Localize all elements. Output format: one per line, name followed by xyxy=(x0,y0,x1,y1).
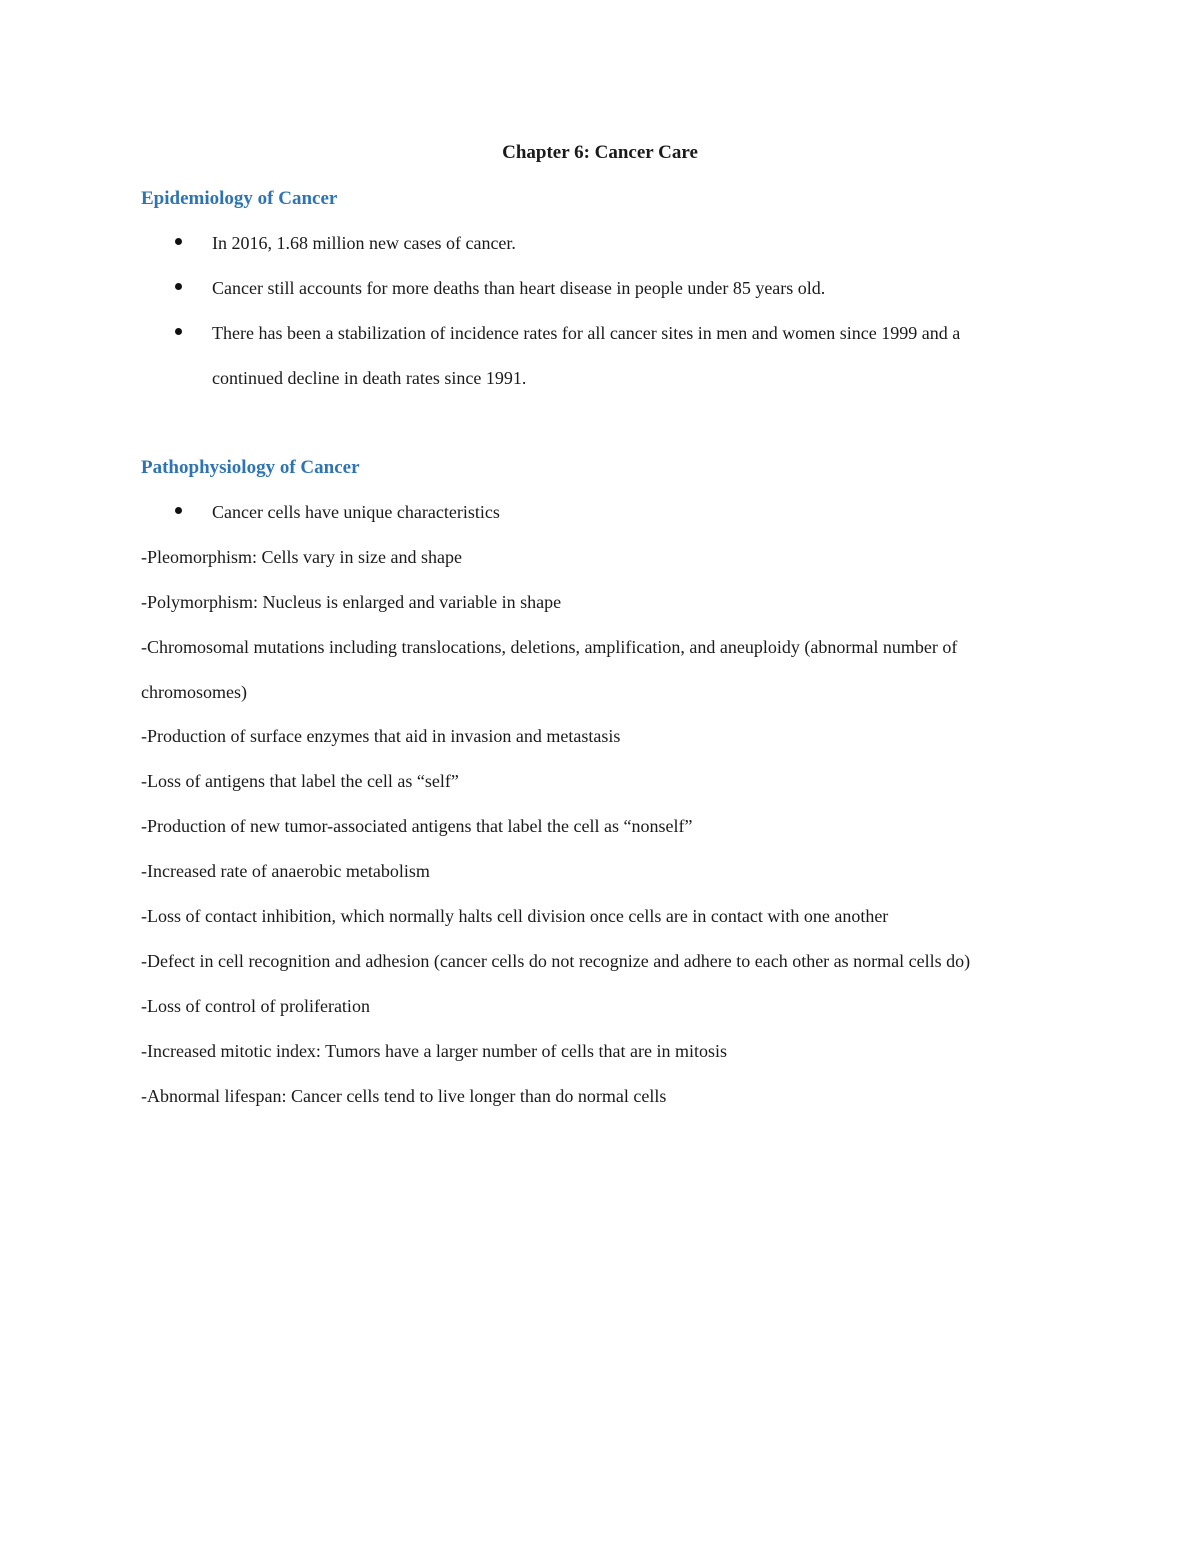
page-title: Chapter 6: Cancer Care xyxy=(502,142,698,163)
dash-item: -Defect in cell recognition and adhesion (cancer cells do not recognize and adhere to each other as normal cells do) xyxy=(141,951,971,971)
bullet-item: Cancer still accounts for more deaths than heart disease in people under 85 years old. xyxy=(212,278,826,298)
bullet-item: There has been a stabilization of incidence rates for all cancer sites in men and women since 1999 and a xyxy=(212,323,961,343)
dash-item: -Pleomorphism: Cells vary in size and shape xyxy=(141,547,462,567)
dash-item: -Production of surface enzymes that aid in invasion and metastasis xyxy=(141,726,621,746)
dash-item-continuation: chromosomes) xyxy=(141,682,247,702)
bullet-item: Cancer cells have unique characteristics xyxy=(212,502,500,522)
dash-item: -Loss of antigens that label the cell as “self” xyxy=(141,771,459,791)
dash-item: -Abnormal lifespan: Cancer cells tend to live longer than do normal cells xyxy=(141,1086,667,1106)
dash-item: -Loss of contact inhibition, which normally halts cell division once cells are in contact with one another xyxy=(141,906,889,926)
dash-item: -Polymorphism: Nucleus is enlarged and variable in shape xyxy=(141,592,562,612)
bullet-icon xyxy=(175,283,185,293)
dash-item: -Production of new tumor-associated antigens that label the cell as “nonself” xyxy=(141,816,693,836)
bullet-icon xyxy=(175,328,185,338)
section-heading-pathophysiology: Pathophysiology of Cancer xyxy=(141,457,360,478)
section-heading-epidemiology: Epidemiology of Cancer xyxy=(141,188,338,209)
bullet-icon xyxy=(175,238,185,248)
dash-item: -Increased mitotic index: Tumors have a larger number of cells that are in mitosis xyxy=(141,1041,728,1061)
bullet-icon xyxy=(175,507,185,517)
dash-item: -Loss of control of proliferation xyxy=(141,996,370,1016)
bullet-item: In 2016, 1.68 million new cases of cancer. xyxy=(212,233,516,253)
bullet-item-continuation: continued decline in death rates since 1991. xyxy=(212,368,527,388)
dash-item: -Chromosomal mutations including translocations, deletions, amplification, and aneuploidy (abnormal number of xyxy=(141,637,958,657)
dash-item: -Increased rate of anaerobic metabolism xyxy=(141,861,430,881)
